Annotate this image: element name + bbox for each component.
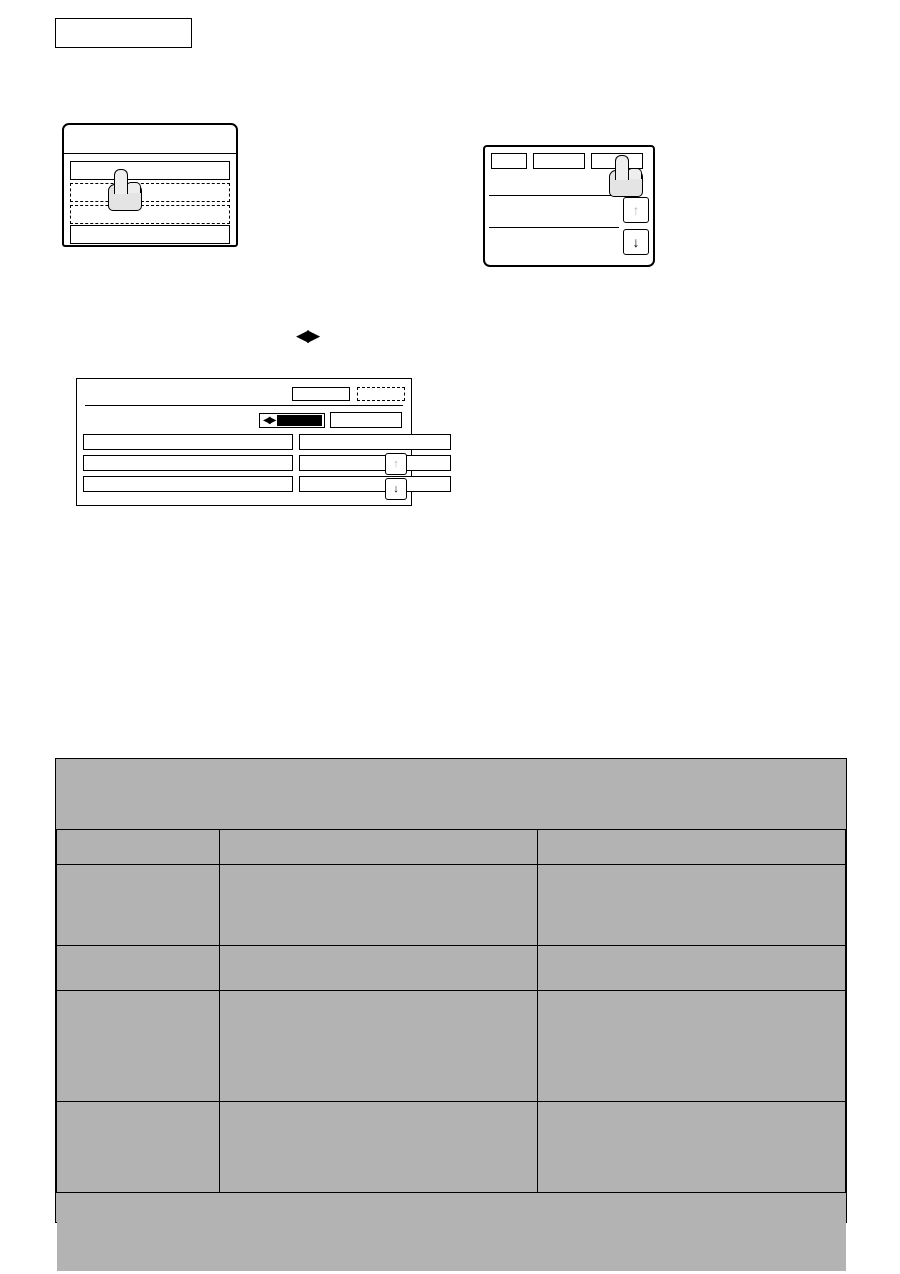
arrow-down-icon: ↓ [393,482,399,495]
panel2-scroll-up-button[interactable] [623,197,649,223]
panel2-divider-1 [489,195,619,196]
panel2-scroll-down-button[interactable] [623,229,649,255]
table-cell [57,865,220,946]
panel3-entry-left-2[interactable] [83,455,293,471]
panel1-row-1[interactable] [70,161,230,180]
panel1-row-4[interactable] [70,225,230,244]
panel3-entry-right-1[interactable] [299,434,451,450]
table-cell [220,865,537,946]
table-footer-note [57,1193,846,1272]
table-header-2 [220,830,537,865]
hand-knuckle [126,182,141,193]
table-cell [537,946,845,991]
table-header-1 [57,830,220,865]
table-cell [220,991,537,1102]
table-title [57,759,846,830]
table-title-row [57,759,846,830]
panel3-selector-value [277,415,322,426]
condition-settings-screen [483,145,655,267]
table-row [57,991,846,1102]
page-header-badge [55,18,192,48]
arrow-up-icon: ↑ [632,202,640,218]
panel3-entry-left-3[interactable] [83,476,293,492]
specification-table [55,758,847,1223]
hand-finger [615,155,629,180]
table-cell [57,991,220,1102]
panel3-entry-right-2[interactable] [299,455,451,471]
panel2-divider-2 [489,227,619,228]
panel2-tab-1[interactable] [491,153,527,169]
table-cell [57,1102,220,1193]
table-footer-row [57,1193,846,1272]
panel2-tab-2[interactable] [533,153,585,169]
left-right-arrow-icon [296,328,318,344]
panel1-header-divider [64,153,236,154]
table-cell [537,865,845,946]
table-row [57,946,846,991]
hand-knuckle [627,168,642,179]
panel3-scroll-up-button[interactable] [385,453,407,475]
table-row [57,1102,846,1193]
table-header-3 [537,830,845,865]
arrow-down-icon: ↓ [632,234,640,250]
table-cell [537,991,845,1102]
panel3-entry-right-3[interactable] [299,476,451,492]
panel3-scroll-down-button[interactable] [385,478,407,500]
table-cell [537,1102,845,1193]
panel1-row-3[interactable] [70,205,230,224]
panel3-top-button-1[interactable] [292,387,350,401]
table-cell [57,946,220,991]
table-header-row [57,830,846,865]
panel3-top-button-2[interactable] [357,387,405,401]
address-book-screen [62,123,238,247]
panel1-row-2[interactable] [70,183,230,202]
panel3-divider [85,405,403,406]
address-list-screen [76,378,412,506]
table-cell [220,1102,537,1193]
panel3-selector[interactable] [259,413,325,428]
pointing-hand-icon [108,169,142,211]
panel3-action-button[interactable] [330,412,402,428]
table-row [57,865,846,946]
arrow-up-icon: ↑ [393,457,399,470]
left-right-arrow-icon: ◀▶ [263,415,275,426]
hand-finger [114,169,128,194]
table-cell [220,946,537,991]
panel3-entry-left-1[interactable] [83,434,293,450]
arrow-glyph-label: ◀▶ [296,326,319,345]
pointing-hand-icon [609,155,643,197]
